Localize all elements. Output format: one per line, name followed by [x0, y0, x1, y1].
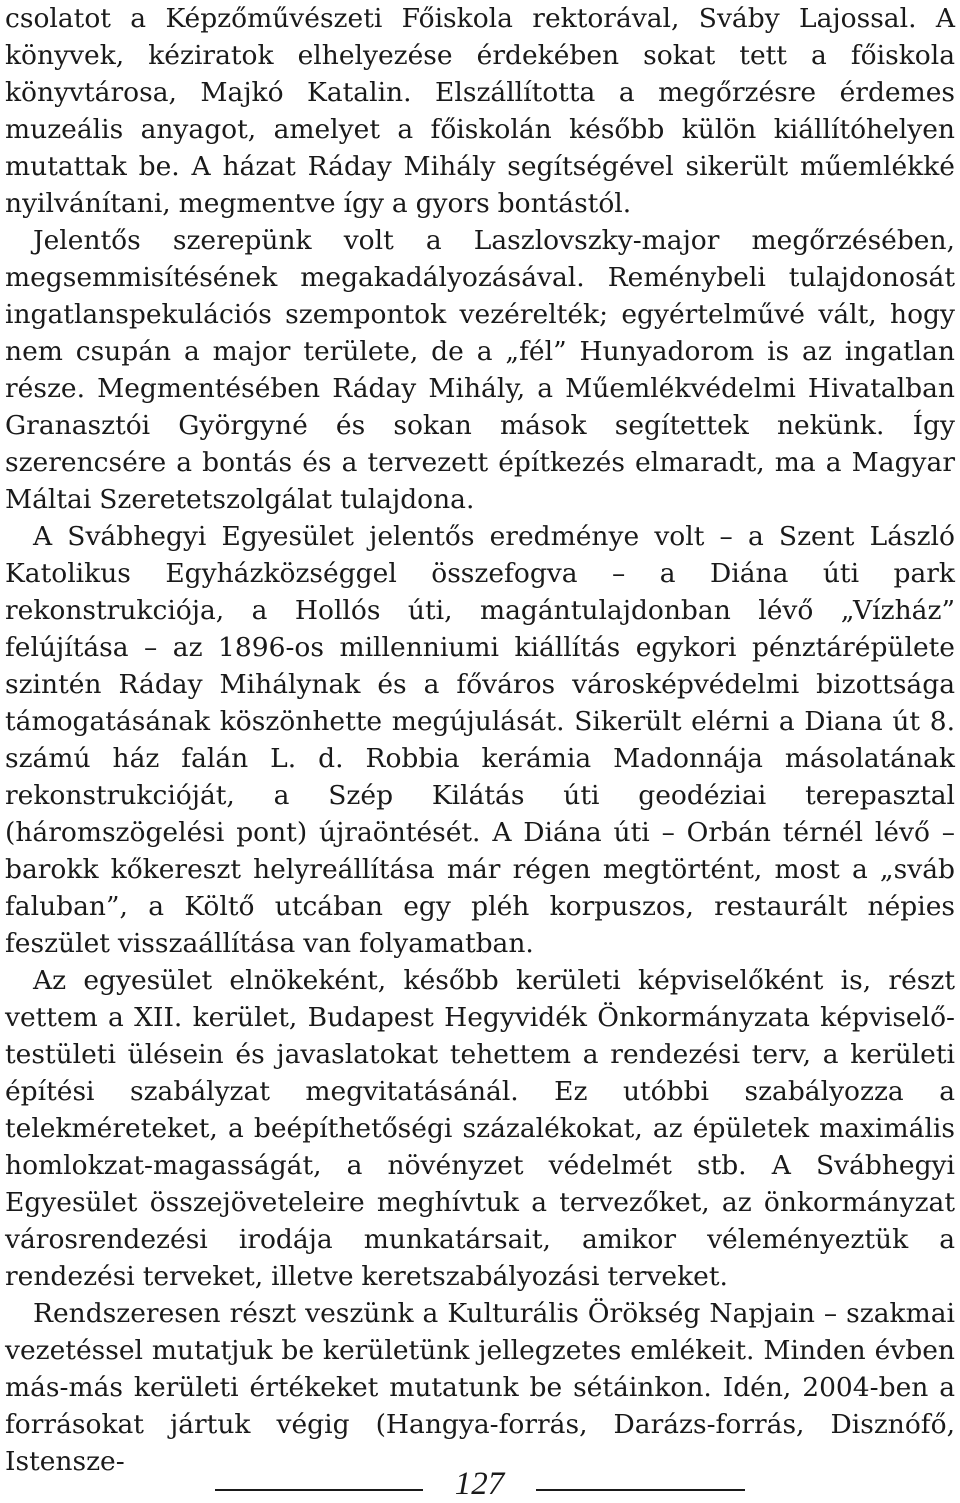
paragraph-2: Jelentős szerepünk volt a Laszlovszky-major megőrzésében, megsemmisítésének megakadályozásával. Reménybeli tulajdonosát ingatlanspekulációs szempontok vezérelték; egyértelművé vált, hogy nem csupán a major területe, de a „fél” Hunyadorom is az ingatlan része. Megmentésében Ráday Mihály, a Műemlékvédelmi Hivatalban Granasztói Györgyné és sokan mások segítettek nekünk. Így szerencsére a bontás és a tervezett építkezés elmaradt, ma a Magyar Máltai Szeretetszolgálat tulajdona.: [5, 225, 955, 515]
footer-rule-right: [536, 1489, 745, 1491]
page-number: 127: [454, 1466, 505, 1502]
paragraph-4: Az egyesület elnökeként, később kerületi képviselőként is, részt vettem a XII. kerület, Budapest Hegyvidék Önkormányzata képviselő-testületi ülésein és javaslatokat tehettem a rendezési terv, a kerületi építési szabályzat megvitatásánál. Ez utóbbi szabályozza a telekméreteket, a beépíthetőségi százalékokat, az épületek maximális homlokzat-magasságát, a növényzet védelmét stb. A Svábhegyi Egyesület összejöveteleire meghívtuk a tervezőket, az önkormányzat városrendezési irodája munkatársait, amikor véleményeztük a rendezési terveket, illetve keretszabályozási terveket.: [5, 965, 955, 1292]
page-footer: [0, 1462, 960, 1502]
footer-rule-left: [215, 1489, 423, 1491]
paragraph-5: Rendszeresen részt veszünk a Kulturális Örökség Napjain – szakmai vezetéssel mutatjuk be kerületünk jellegzetes emlékeit. Minden évben más-más kerületi értékeket mutatunk be sétáinkon. Idén, 2004-ben a forrásokat jártuk végig (Hangya-forrás, Darázs-forrás, Disznófő, Istensze-: [5, 1298, 955, 1477]
page-body: [5, 0, 955, 1480]
paragraph-1: csolatot a Képzőművészeti Főiskola rektorával, Sváby Lajossal. A könyvek, kéziratok elhelyezése érdekében sokat tett a főiskola könyvtárosa, Majkó Katalin. Elszállította a megőrzésre érdemes muzeális anyagot, amelyet a főiskolán később külön kiállítóhelyen mutattak be. A házat Ráday Mihály segítségével sikerült műemlékké nyilvánítani, megmentve így a gyors bontástól.: [5, 3, 955, 219]
paragraph-3: A Svábhegyi Egyesület jelentős eredménye volt – a Szent László Katolikus Egyházközséggel összefogva – a Diána úti park rekonstrukciója, a Hollós úti, magántulajdonban lévő „Vízház” felújítása – az 1896-os millenniumi kiállítás egykori pénztárépülete szintén Ráday Mihálynak és a főváros városképvédelmi bizottsága támogatásának köszönhette megújulását. Sikerült elérni a Diana út 8. számú ház falán L. d. Robbia kerámia Madonnája másolatának rekonstrukcióját, a Szép Kilátás úti geodéziai terepasztal (háromszögelési pont) újraöntését. A Diána úti – Orbán térnél lévő – barokk kőkereszt helyreállítása már régen megtörtént, most a „sváb faluban”, a Költő utcában egy pléh korpuszos, restaurált népies feszület visszaállítása van folyamatban.: [5, 521, 955, 959]
